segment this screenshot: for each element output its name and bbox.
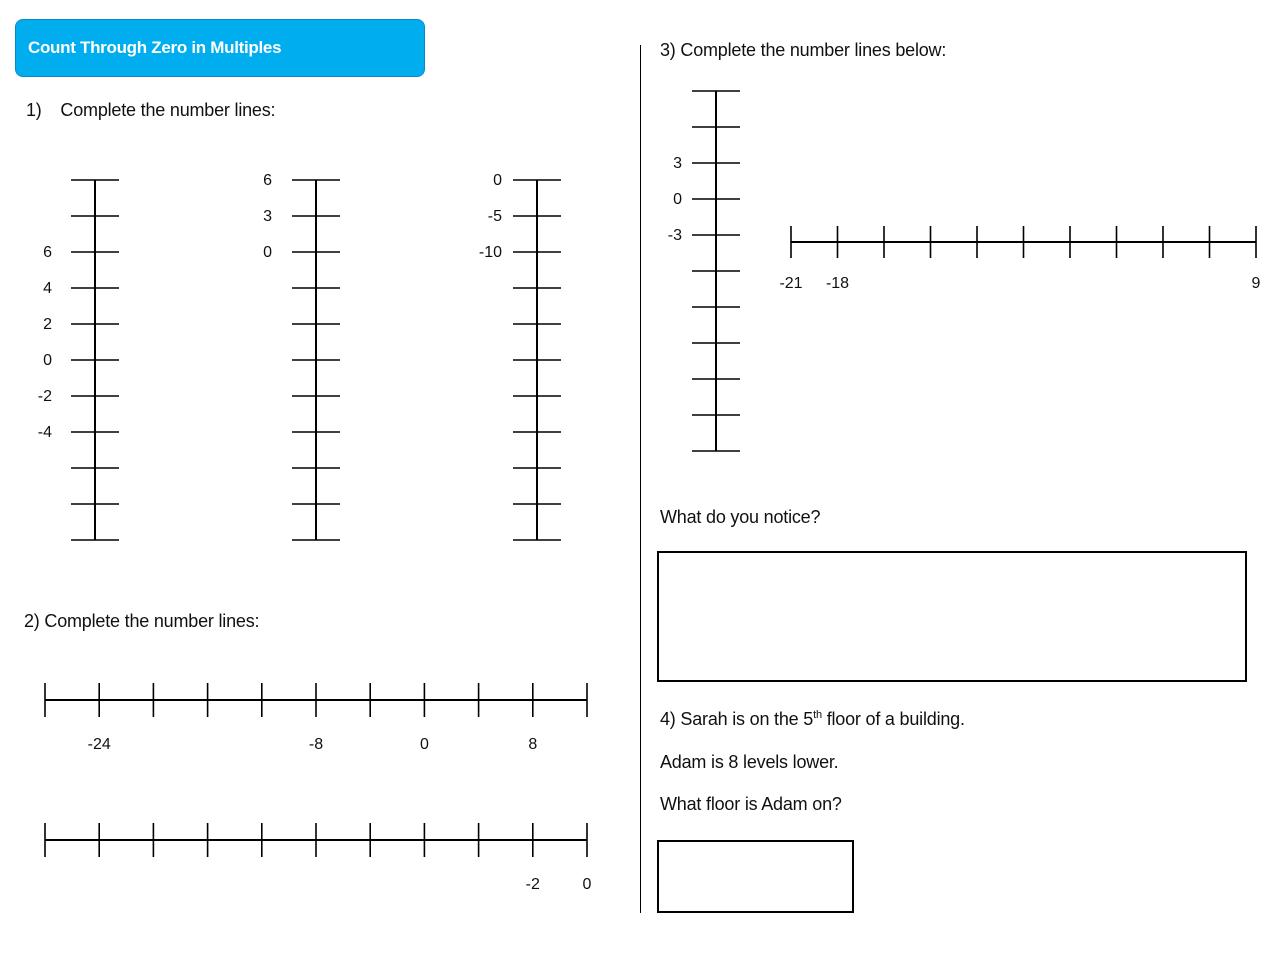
q1-number: 1): [26, 100, 42, 120]
q2-instruction: 2) Complete the number lines:: [24, 611, 260, 631]
q1-line-2-tick-label: 0: [263, 244, 272, 261]
q1-instruction: Complete the number lines:: [60, 100, 276, 120]
q3-vertical-line-tick-label: 0: [673, 191, 682, 208]
q3-horizontal-line-tick-label: -21: [779, 275, 803, 292]
q4-line-2: Adam is 8 levels lower.: [660, 752, 839, 772]
q1-line-3-tick-label: -5: [487, 208, 502, 225]
q1-line-3-tick-label: -10: [478, 244, 502, 261]
q1-line-1-tick-label: 0: [43, 352, 52, 369]
q1-line-1-tick-label: -4: [37, 424, 52, 441]
q2-line-1-tick-label: 0: [419, 736, 429, 753]
q1-line-1-tick-label: 4: [43, 280, 52, 297]
q1-line-2-tick-label: 3: [263, 208, 272, 225]
q2-line-1-tick-label: 8: [528, 736, 538, 753]
q3-instruction: 3) Complete the number lines below:: [660, 40, 947, 60]
q4-line-1-start: 4) Sarah is on the 5: [660, 709, 814, 729]
q2-line-2-tick-label: 0: [582, 876, 592, 893]
q3-notice-prompt: What do you notice?: [660, 507, 821, 527]
q1-line-1-tick-label: 2: [43, 316, 52, 333]
q1-line-1-tick-label: -2: [37, 388, 52, 405]
q1-line-3-tick-label: 0: [493, 172, 502, 189]
q2-line-1-tick-label: -8: [308, 736, 324, 753]
q3-horizontal-line-tick-label: 9: [1251, 275, 1261, 292]
q3-horizontal-line-tick-label: -18: [825, 275, 850, 292]
q2-line-2-tick-label: -2: [525, 876, 540, 893]
q4-line-3: What floor is Adam on?: [660, 794, 842, 814]
q3-vertical-line-tick-label: 3: [673, 155, 682, 172]
q4-line-1-end: floor of a building.: [821, 709, 965, 729]
q1-line-1-tick-label: 6: [43, 244, 52, 261]
worksheet-title: Count Through Zero in Multiples: [28, 38, 282, 57]
q2-line-1-tick-label: -24: [87, 736, 111, 753]
q3-vertical-line-tick-label: -3: [667, 227, 682, 244]
q4-superscript: th: [813, 709, 822, 721]
q1-line-2-tick-label: 6: [263, 172, 272, 189]
